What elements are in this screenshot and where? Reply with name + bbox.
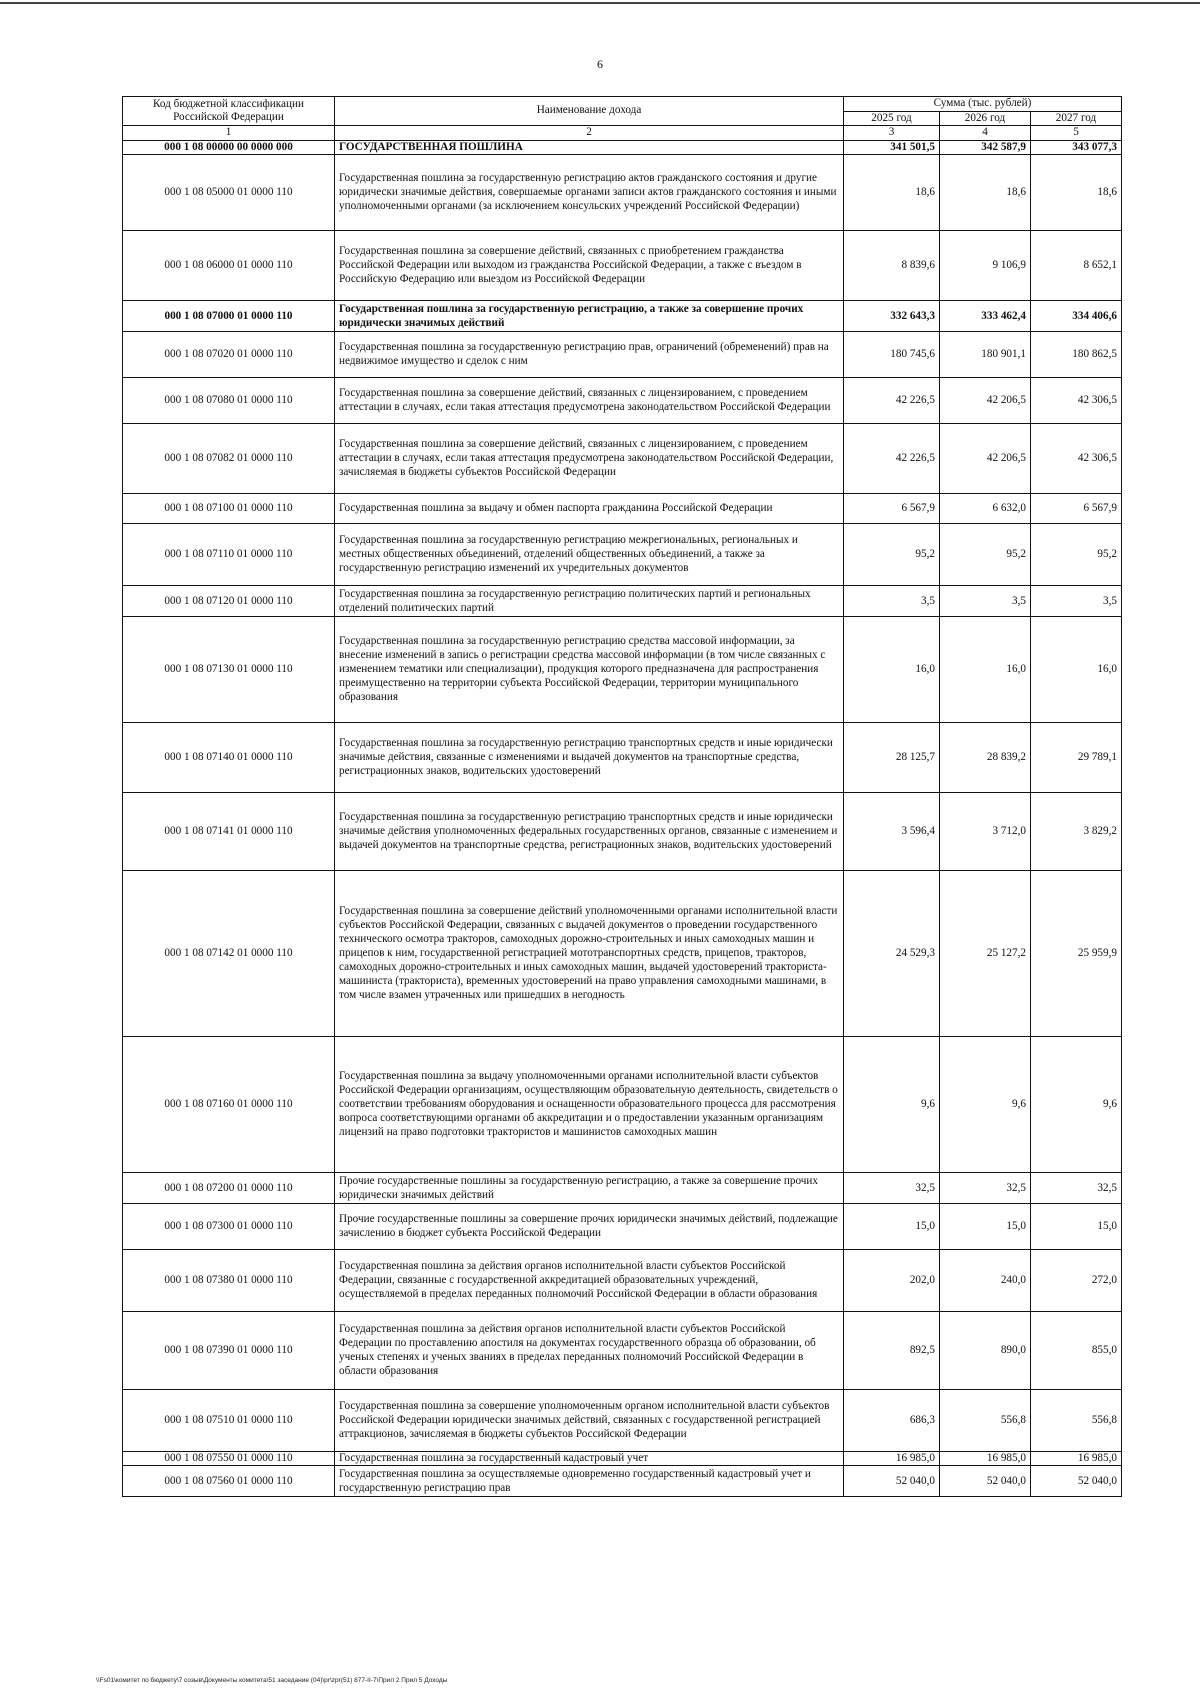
table-row [123,1465,1122,1496]
amount-2025-cell: 24 529,3 [844,870,940,1036]
footer-file-path: \\Fs01\комитет по бюджету\7 созыв\Документы комитета\51 заседание (04)\pr\zpr(51) 877-II-7\Прил 2 Прил 5 Доходы [96,1677,448,1684]
table-row [123,1249,1122,1311]
amount-2027-cell: 343 077,3 [1031,140,1122,154]
amount-2026-cell: 890,0 [940,1311,1031,1389]
revenue-name-cell: Государственная пошлина за государственную регистрацию транспортных средств и иные юридически значимые действия, связанные с изменениями и выдачей документов на транспортные средства, регистрационных знаков, водительских удостоверений [335,722,844,792]
revenue-name-cell: Государственная пошлина за выдачу и обмен паспорта гражданина Российской Федерации [335,493,844,523]
revenue-name-cell: Государственная пошлина за совершение действий, связанных с лицензированием, с проведением аттестации в случаях, если такая аттестация предусмотрена законодательством Российской Федерации, зачисляемая в бюджеты субъектов Российской Федерации [335,423,844,493]
table-row [123,1172,1122,1203]
amount-2025-cell: 3,5 [844,585,940,616]
revenue-name-cell: Государственная пошлина за выдачу уполномоченными органами исполнительной власти субъектов Российской Федерации организациям, осуществляющим образовательную деятельность, свидетельств о соответствии требованиям оборудования и оснащенности образовательного процесса для рассмотрения вопроса соответствующими органами об аккредитации и о предоставлении указанным организациям лицензий на право подготовки трактористов и машинистов самоходных машин [335,1036,844,1172]
header-code: Код бюджетной классификации Российской Федерации [123,97,335,126]
amount-2027-cell: 9,6 [1031,1036,1122,1172]
amount-2025-cell: 3 596,4 [844,792,940,870]
budget-code-cell: 000 1 08 07080 01 0000 110 [123,377,335,423]
amount-2027-cell: 52 040,0 [1031,1465,1122,1496]
revenue-name-cell: Прочие государственные пошлины за совершение прочих юридически значимых действий, подлежащие зачислению в бюджет субъекта Российской Федерации [335,1203,844,1249]
table-row [123,1389,1122,1451]
revenue-name-cell: Государственная пошлина за государственную регистрацию средства массовой информации, за внесение изменений в запись о регистрации средства массовой информации (в том числе связанных с изменением тематики или специализации), продукция которого предназначена для распространения преимущественно на территории субъекта Российской Федерации, территории муниципального образования [335,616,844,722]
revenue-name-cell: Государственная пошлина за совершение уполномоченным органом исполнительной власти субъектов Российской Федерации юридически значимых действий, связанных с государственной регистрацией аттракционов, зачисляемая в бюджеты субъектов Российской Федерации [335,1389,844,1451]
table-row [123,230,1122,300]
amount-2025-cell: 6 567,9 [844,493,940,523]
table-body [123,140,1122,1496]
amount-2027-cell: 855,0 [1031,1311,1122,1389]
column-number-4: 4 [940,126,1031,141]
table-row [123,140,1122,154]
amount-2026-cell: 556,8 [940,1389,1031,1451]
amount-2026-cell: 25 127,2 [940,870,1031,1036]
revenue-name-cell: Государственная пошлина за совершение действий уполномоченными органами исполнительной власти субъектов Российской Федерации, связанных с выдачей документов о проведении государственного технического осмотра тракторов, самоходных дорожно-строительных и иных самоходных машин и прицепов к ним, государственной регистрацией мототранспортных средств, прицепов, тракторов, самоходных дорожно-строительных и иных самоходных машин, выдачей удостоверений тракториста-машиниста (тракториста), временных удостоверений на право управления самоходными машинами, в том числе взамен утраченных или пришедших в негодность [335,870,844,1036]
budget-code-cell: 000 1 08 07550 01 0000 110 [123,1451,335,1465]
amount-2025-cell: 202,0 [844,1249,940,1311]
amount-2025-cell: 16 985,0 [844,1451,940,1465]
budget-code-cell: 000 1 08 07110 01 0000 110 [123,523,335,585]
amount-2025-cell: 52 040,0 [844,1465,940,1496]
amount-2027-cell: 334 406,6 [1031,300,1122,331]
amount-2026-cell: 16,0 [940,616,1031,722]
page-number: 6 [597,57,603,71]
amount-2027-cell: 180 862,5 [1031,331,1122,377]
budget-code-cell: 000 1 08 07510 01 0000 110 [123,1389,335,1451]
header-year-2027: 2027 год [1031,111,1122,126]
budget-code-cell: 000 1 08 05000 01 0000 110 [123,154,335,230]
budget-code-cell: 000 1 08 07120 01 0000 110 [123,585,335,616]
column-number-2: 2 [335,126,844,141]
header-year-2025: 2025 год [844,111,940,126]
amount-2025-cell: 686,3 [844,1389,940,1451]
header-year-2026: 2026 год [940,111,1031,126]
budget-code-cell: 000 1 08 07200 01 0000 110 [123,1172,335,1203]
amount-2026-cell: 15,0 [940,1203,1031,1249]
budget-code-cell: 000 1 08 07300 01 0000 110 [123,1203,335,1249]
amount-2027-cell: 42 306,5 [1031,377,1122,423]
amount-2026-cell: 52 040,0 [940,1465,1031,1496]
budget-code-cell: 000 1 08 06000 01 0000 110 [123,230,335,300]
amount-2025-cell: 9,6 [844,1036,940,1172]
amount-2027-cell: 3,5 [1031,585,1122,616]
amount-2025-cell: 341 501,5 [844,140,940,154]
table-row [123,1036,1122,1172]
amount-2027-cell: 25 959,9 [1031,870,1122,1036]
amount-2027-cell: 15,0 [1031,1203,1122,1249]
amount-2027-cell: 16,0 [1031,616,1122,722]
amount-2027-cell: 272,0 [1031,1249,1122,1311]
budget-code-cell: 000 1 08 07390 01 0000 110 [123,1311,335,1389]
table-row [123,585,1122,616]
table-row [123,423,1122,493]
amount-2027-cell: 32,5 [1031,1172,1122,1203]
budget-code-cell: 000 1 08 07160 01 0000 110 [123,1036,335,1172]
amount-2026-cell: 342 587,9 [940,140,1031,154]
amount-2027-cell: 29 789,1 [1031,722,1122,792]
table-row [123,523,1122,585]
amount-2025-cell: 18,6 [844,154,940,230]
amount-2025-cell: 8 839,6 [844,230,940,300]
amount-2027-cell: 16 985,0 [1031,1451,1122,1465]
amount-2027-cell: 8 652,1 [1031,230,1122,300]
table-row [123,300,1122,331]
column-number-3: 3 [844,126,940,141]
budget-code-cell: 000 1 08 07100 01 0000 110 [123,493,335,523]
amount-2026-cell: 3 712,0 [940,792,1031,870]
table-row [123,616,1122,722]
revenue-name-cell: Государственная пошлина за государственную регистрацию политических партий и региональных отделений политических партий [335,585,844,616]
amount-2025-cell: 95,2 [844,523,940,585]
revenue-name-cell: Государственная пошлина за государственную регистрацию прав, ограничений (обременений) прав на недвижимое имущество и сделок с ним [335,331,844,377]
revenue-name-cell: Государственная пошлина за государственную регистрацию транспортных средств и иные юридически значимые действия уполномоченных федеральных государственных органов, связанные с изменением и выдачей документов на транспортные средства, регистрационных знаков, водительских удостоверений [335,792,844,870]
amount-2026-cell: 28 839,2 [940,722,1031,792]
revenue-name-cell: Прочие государственные пошлины за государственную регистрацию, а также за совершение прочих юридически значимых действий [335,1172,844,1203]
table-row [123,154,1122,230]
revenue-table [122,96,1122,1497]
table-row [123,331,1122,377]
budget-code-cell: 000 1 08 07380 01 0000 110 [123,1249,335,1311]
revenue-name-cell: Государственная пошлина за осуществляемые одновременно государственный кадастровый учет и государственную регистрацию прав [335,1465,844,1496]
table-row [123,792,1122,870]
amount-2026-cell: 9,6 [940,1036,1031,1172]
revenue-name-cell: ГОСУДАРСТВЕННАЯ ПОШЛИНА [335,140,844,154]
amount-2026-cell: 18,6 [940,154,1031,230]
budget-code-cell: 000 1 08 07140 01 0000 110 [123,722,335,792]
amount-2025-cell: 42 226,5 [844,423,940,493]
amount-2026-cell: 95,2 [940,523,1031,585]
amount-2026-cell: 240,0 [940,1249,1031,1311]
header-sum: Сумма (тыс. рублей) [844,97,1122,112]
amount-2026-cell: 333 462,4 [940,300,1031,331]
budget-code-cell: 000 1 08 07020 01 0000 110 [123,331,335,377]
amount-2025-cell: 32,5 [844,1172,940,1203]
revenue-name-cell: Государственная пошлина за действия органов исполнительной власти субъектов Российской Федерации, связанные с государственной аккредитацией образовательных учреждений, осуществляемой в пределах переданных полномочий Российской Федерации в области образования [335,1249,844,1311]
amount-2026-cell: 3,5 [940,585,1031,616]
revenue-name-cell: Государственная пошлина за государственный кадастровый учет [335,1451,844,1465]
budget-code-cell: 000 1 08 00000 00 0000 000 [123,140,335,154]
amount-2027-cell: 556,8 [1031,1389,1122,1451]
budget-code-cell: 000 1 08 07560 01 0000 110 [123,1465,335,1496]
amount-2025-cell: 15,0 [844,1203,940,1249]
column-number-1: 1 [123,126,335,141]
column-number-5: 5 [1031,126,1122,141]
amount-2026-cell: 16 985,0 [940,1451,1031,1465]
amount-2026-cell: 42 206,5 [940,423,1031,493]
table-row [123,377,1122,423]
amount-2026-cell: 42 206,5 [940,377,1031,423]
amount-2025-cell: 332 643,3 [844,300,940,331]
revenue-name-cell: Государственная пошлина за совершение действий, связанных с лицензированием, с проведением аттестации в случаях, если такая аттестация предусмотрена законодательством Российской Федерации [335,377,844,423]
table-row [123,1203,1122,1249]
table-row [123,1451,1122,1465]
amount-2027-cell: 3 829,2 [1031,792,1122,870]
amount-2027-cell: 95,2 [1031,523,1122,585]
amount-2026-cell: 6 632,0 [940,493,1031,523]
budget-code-cell: 000 1 08 07130 01 0000 110 [123,616,335,722]
top-border-line [0,2,1200,4]
amount-2025-cell: 892,5 [844,1311,940,1389]
budget-code-cell: 000 1 08 07142 01 0000 110 [123,870,335,1036]
amount-2027-cell: 6 567,9 [1031,493,1122,523]
revenue-name-cell: Государственная пошлина за совершение действий, связанных с приобретением гражданства Российской Федерации или выходом из гражданства Российской Федерации, а также с въездом в Российскую Федерацию или выездом из Российской Федерации [335,230,844,300]
revenue-name-cell: Государственная пошлина за государственную регистрацию актов гражданского состояния и другие юридически значимые действия, совершаемые органами записи актов гражданского состояния и иными уполномоченными органами (за исключением консульских учреждений Российской Федерации) [335,154,844,230]
header-name: Наименование дохода [335,97,844,126]
amount-2026-cell: 180 901,1 [940,331,1031,377]
amount-2025-cell: 16,0 [844,616,940,722]
revenue-name-cell: Государственная пошлина за государственную регистрацию межрегиональных, региональных и местных общественных объединений, отделений общественных объединений, а также за государственную регистрацию изменений их учредительных документов [335,523,844,585]
amount-2025-cell: 42 226,5 [844,377,940,423]
amount-2027-cell: 42 306,5 [1031,423,1122,493]
amount-2026-cell: 32,5 [940,1172,1031,1203]
table-row [123,722,1122,792]
budget-code-cell: 000 1 08 07082 01 0000 110 [123,423,335,493]
revenue-name-cell: Государственная пошлина за действия органов исполнительной власти субъектов Российской Федерации по проставлению апостиля на документах государственного образца об образовании, об ученых степенях и ученых званиях в пределах переданных полномочий Российской Федерации в области образования [335,1311,844,1389]
table-row [123,1311,1122,1389]
amount-2027-cell: 18,6 [1031,154,1122,230]
budget-code-cell: 000 1 08 07141 01 0000 110 [123,792,335,870]
revenue-name-cell: Государственная пошлина за государственную регистрацию, а также за совершение прочих юридически значимых действий [335,300,844,331]
amount-2025-cell: 28 125,7 [844,722,940,792]
amount-2026-cell: 9 106,9 [940,230,1031,300]
budget-code-cell: 000 1 08 07000 01 0000 110 [123,300,335,331]
amount-2025-cell: 180 745,6 [844,331,940,377]
table-row [123,870,1122,1036]
table-row [123,493,1122,523]
